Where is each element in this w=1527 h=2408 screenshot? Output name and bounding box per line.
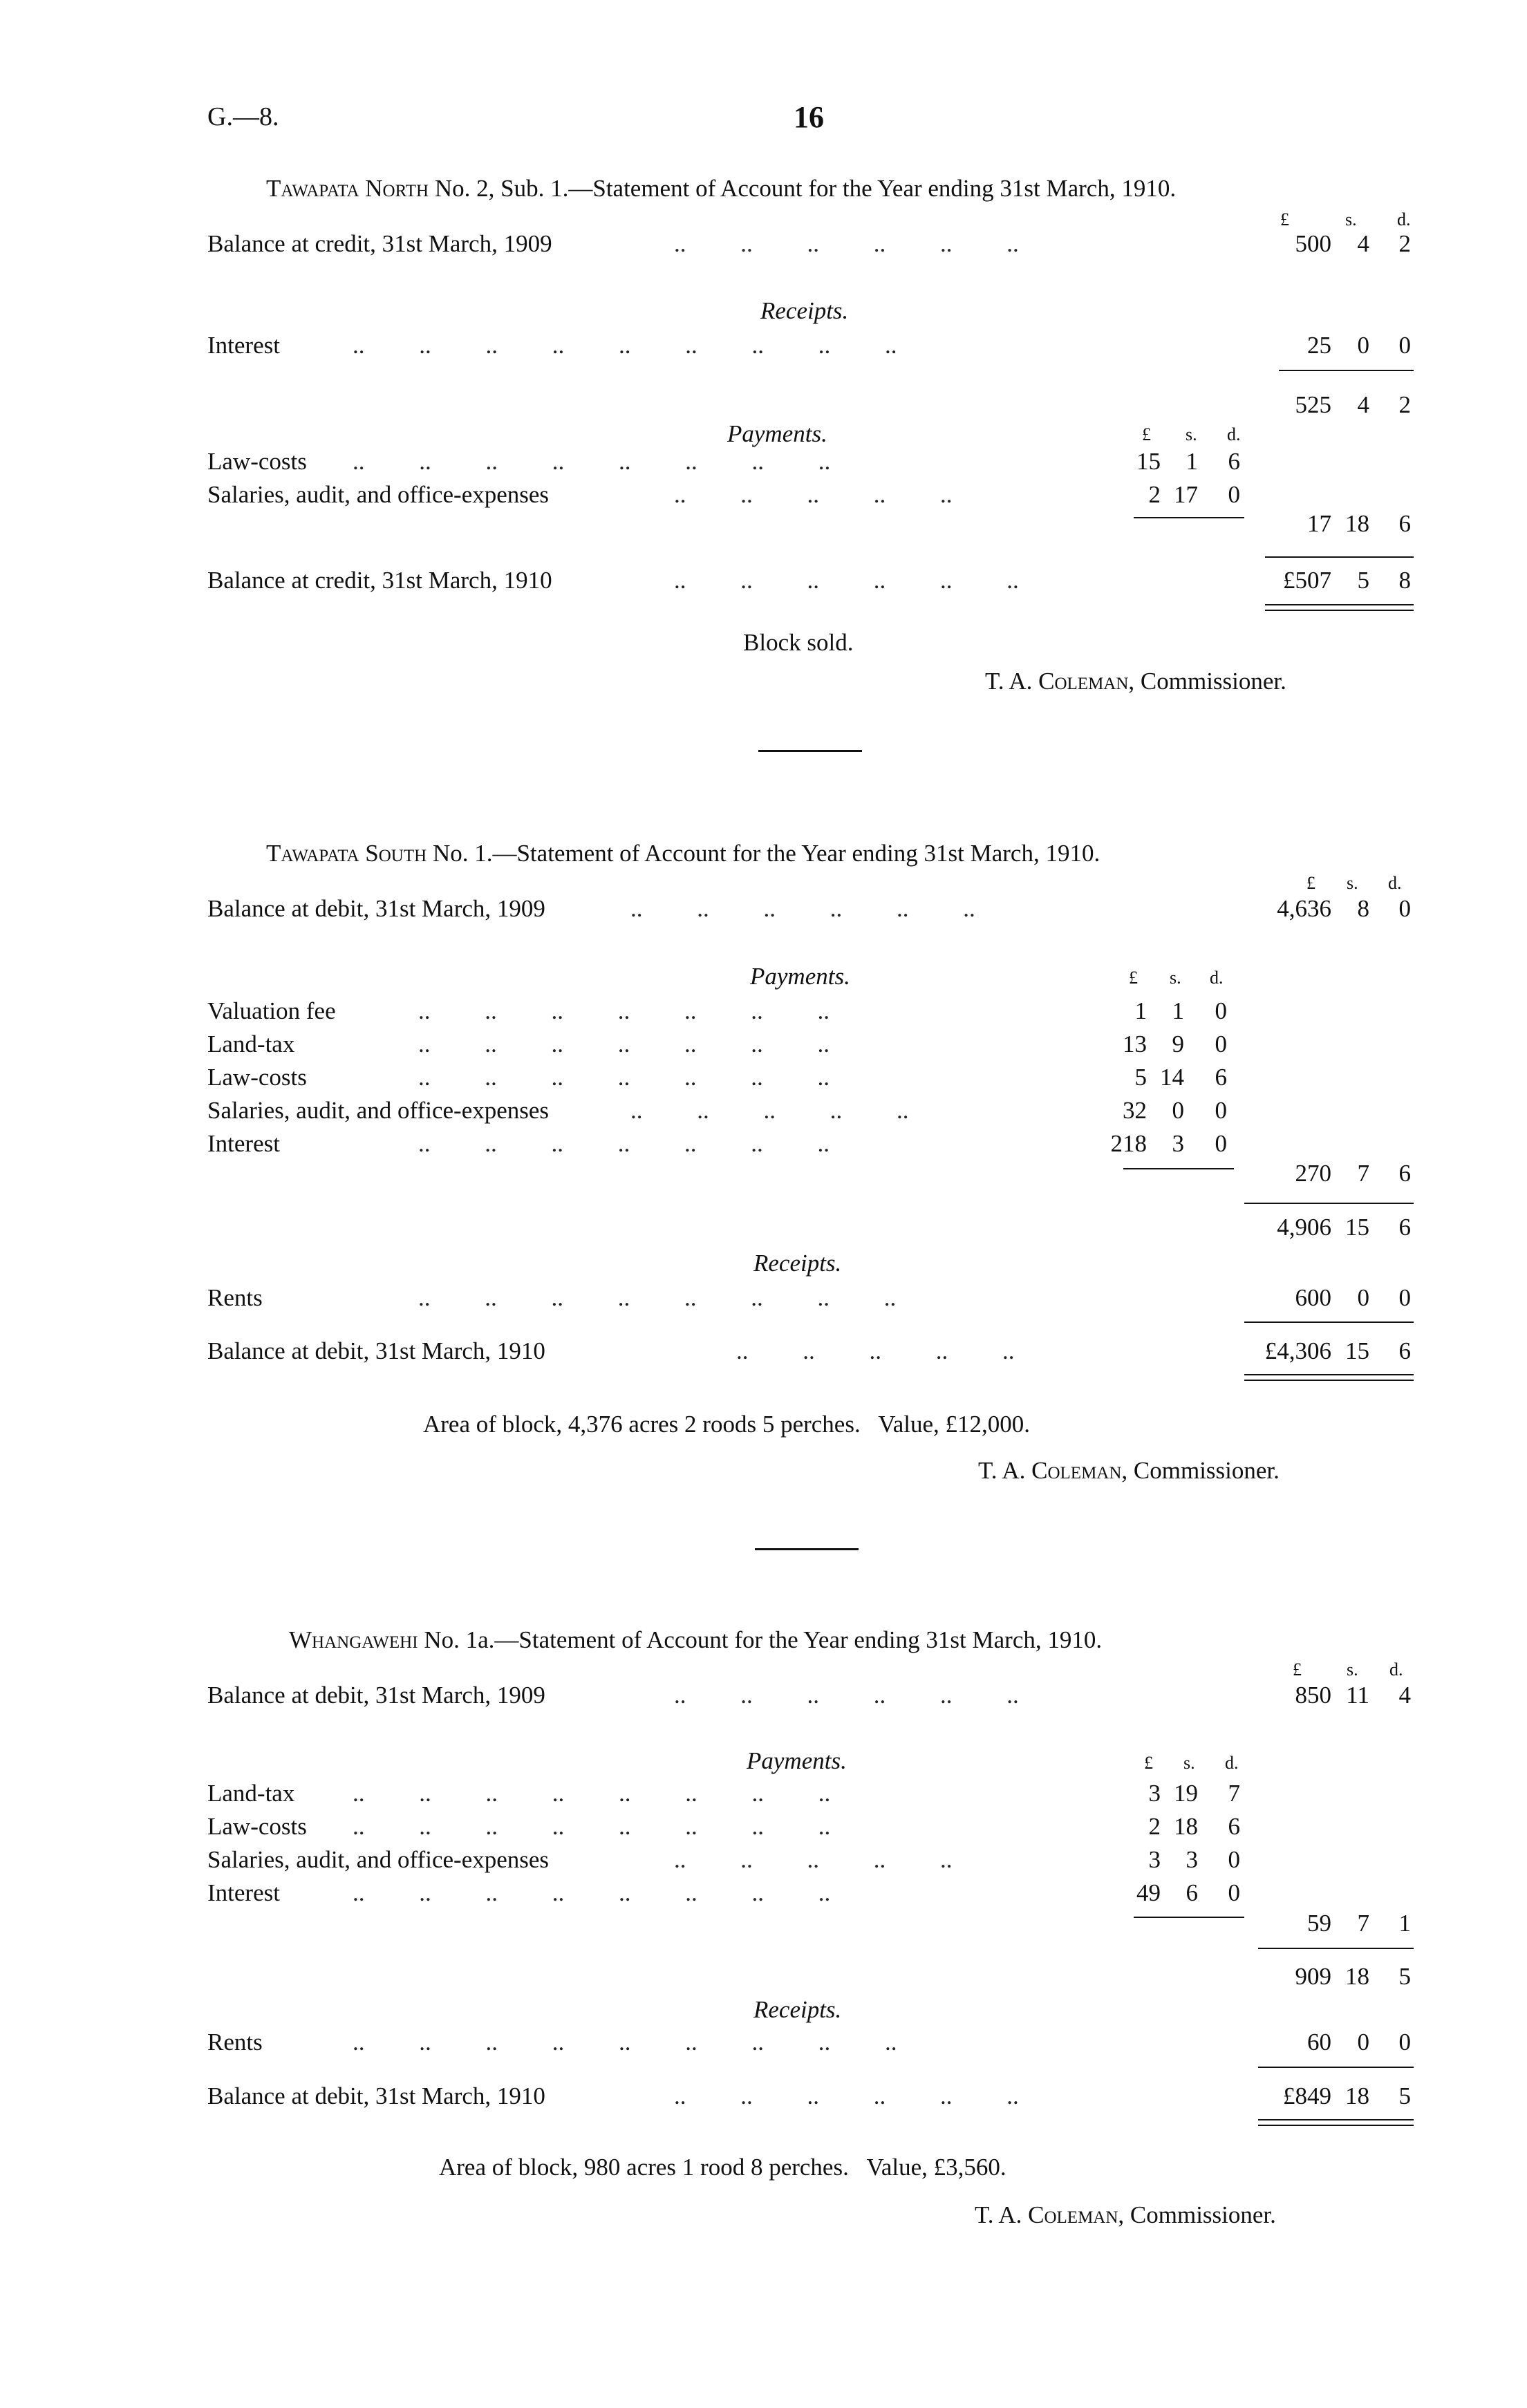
payments-total-pounds: 17: [1307, 510, 1331, 537]
double-rule: [1244, 1374, 1414, 1381]
unit-shilling: s.: [1345, 209, 1357, 229]
payment-label: Salaries, audit, and office-expenses: [207, 1846, 550, 1873]
double-rule: [1258, 2119, 1414, 2126]
payment-pence: 0: [1228, 481, 1240, 508]
payment-label: Law-costs: [207, 448, 307, 475]
payment-label: Land-tax: [207, 1031, 295, 1057]
title-text: No. 1.—Statement of Account for the Year ending 31st March, 1910.: [432, 840, 1100, 867]
block-note: Block sold.: [743, 629, 854, 656]
payment-label: Salaries, audit, and office-expenses: [207, 1097, 550, 1124]
signatory-name: T. A. Coleman: [978, 1457, 1122, 1484]
payment-label: Salaries, audit, and office-expenses: [207, 481, 550, 508]
block-note: Area of block, 980 acres 1 rood 8 perches. Value, £3,560.: [439, 2154, 1006, 2181]
payment-pounds: 1: [1134, 997, 1147, 1024]
payment-label: Law-costs: [207, 1813, 307, 1840]
closing-pounds: £4,306: [1264, 1337, 1331, 1364]
receipt-shillings: 0: [1357, 332, 1369, 359]
subtotal-pence: 2: [1398, 391, 1411, 418]
receipt-label: Rents: [207, 2029, 263, 2056]
title-text: No. 1a.—Statement of Account for the Year ending 31st March, 1910.: [424, 1626, 1103, 1653]
closing-balance-label: Balance at credit, 31st March, 1910: [207, 567, 552, 594]
payment-pence: 0: [1215, 1097, 1227, 1124]
subtotal-pence: 5: [1398, 1963, 1411, 1990]
closing-pence: 6: [1398, 1337, 1411, 1364]
unit-pound: £: [1142, 424, 1151, 444]
block-name: Whangawehi: [289, 1626, 418, 1653]
subtotal-pounds: 525: [1295, 391, 1331, 418]
unit-shilling: s.: [1170, 968, 1181, 988]
payment-shillings: 3: [1186, 1846, 1198, 1873]
payment-pence: 0: [1215, 997, 1227, 1024]
rule: [1279, 370, 1414, 371]
unit-pence: d.: [1397, 209, 1411, 229]
opening-pounds: 4,636: [1277, 895, 1331, 922]
signatory-name: T. A. Coleman: [975, 2201, 1118, 2228]
opening-balance-label: Balance at debit, 31st March, 1909: [207, 895, 545, 922]
leader-dots: .. .. .. .. .. ..: [674, 567, 1019, 594]
section-title: [266, 841, 1100, 865]
payment-pounds: 218: [1110, 1130, 1147, 1157]
subtotal-pounds: 4,906: [1277, 1214, 1331, 1241]
block-name: Tawapata South: [266, 840, 427, 867]
payment-shillings: 0: [1172, 1097, 1184, 1124]
signatory-title: , Commissioner.: [1121, 1457, 1280, 1484]
receipts-heading: Receipts.: [760, 297, 849, 324]
payment-shillings: 14: [1160, 1064, 1184, 1091]
payments-total-pence: 6: [1398, 510, 1411, 537]
leader-dots: .. .. .. .. .. .. ..: [418, 1064, 830, 1091]
signature: [978, 1458, 1280, 1483]
closing-pence: 5: [1398, 2082, 1411, 2109]
payments-total-shillings: 7: [1357, 1910, 1369, 1937]
leader-dots: .. .. .. .. .. ..: [674, 230, 1019, 257]
unit-pound: £: [1144, 1753, 1153, 1773]
payments-total-shillings: 7: [1357, 1160, 1369, 1187]
leader-dots: .. .. .. .. .. .. ..: [418, 1031, 830, 1057]
rule: [1123, 1168, 1234, 1169]
payment-pounds: 3: [1148, 1780, 1161, 1807]
subtotal-shillings: 4: [1357, 391, 1369, 418]
payment-label: Law-costs: [207, 1064, 307, 1091]
payment-pence: 6: [1215, 1064, 1227, 1091]
leader-dots: .. .. .. .. ..: [736, 1337, 1015, 1364]
payment-label: Interest: [207, 1879, 280, 1906]
payment-pence: 0: [1228, 1846, 1240, 1873]
leader-dots: .. .. .. .. .. .. .. ..: [353, 1813, 831, 1840]
rule: [1134, 517, 1244, 518]
receipt-pounds: 600: [1295, 1284, 1331, 1311]
opening-shillings: 4: [1357, 230, 1369, 257]
payment-shillings: 6: [1186, 1879, 1198, 1906]
payment-pounds: 5: [1134, 1064, 1147, 1091]
receipt-pence: 0: [1398, 1284, 1411, 1311]
unit-pound: £: [1280, 209, 1289, 229]
payment-pounds: 32: [1123, 1097, 1147, 1124]
rule: [1244, 1203, 1414, 1204]
signatory-title: , Commissioner.: [1118, 2201, 1276, 2228]
payments-total-pence: 1: [1398, 1910, 1411, 1937]
payment-pounds: 3: [1148, 1846, 1161, 1873]
receipt-pounds: 25: [1307, 332, 1331, 359]
closing-pence: 8: [1398, 567, 1411, 594]
section-title: [289, 1628, 1102, 1652]
unit-pence: d.: [1388, 873, 1402, 893]
rule: [1258, 1948, 1414, 1949]
payment-pounds: 2: [1148, 1813, 1161, 1840]
payments-total-pounds: 59: [1307, 1910, 1331, 1937]
rule: [1244, 1321, 1414, 1323]
payment-shillings: 19: [1174, 1780, 1198, 1807]
payments-heading: Payments.: [727, 420, 827, 447]
receipts-heading: Receipts.: [753, 1250, 842, 1277]
opening-shillings: 11: [1346, 1682, 1369, 1709]
payment-pence: 6: [1228, 1813, 1240, 1840]
leader-dots: .. .. .. .. .. .. ..: [418, 1130, 830, 1157]
leader-dots: .. .. .. .. .. .. .. ..: [353, 448, 831, 475]
signatory-title: , Commissioner.: [1128, 668, 1286, 695]
block-note: Area of block, 4,376 acres 2 roods 5 perches. Value, £12,000.: [423, 1411, 1031, 1438]
section-title: [266, 176, 1176, 200]
opening-pence: 4: [1398, 1682, 1411, 1709]
unit-pound: £: [1129, 968, 1138, 988]
payment-label: Interest: [207, 1130, 280, 1157]
leader-dots: .. .. .. .. .. ..: [674, 2082, 1019, 2109]
signature: [975, 2203, 1276, 2227]
leader-dots: .. .. .. .. .. .. .. ..: [353, 1879, 831, 1906]
unit-pence: d.: [1227, 424, 1241, 444]
opening-pounds: 850: [1295, 1682, 1331, 1709]
rule: [1134, 1917, 1244, 1918]
closing-pounds: £849: [1283, 2082, 1331, 2109]
closing-shillings: 5: [1357, 567, 1369, 594]
unit-pound: £: [1306, 873, 1315, 893]
payment-pounds: 2: [1148, 481, 1161, 508]
subtotal-pounds: 909: [1295, 1963, 1331, 1990]
unit-pence: d.: [1389, 1659, 1403, 1680]
unit-shilling: s.: [1186, 424, 1197, 444]
rule: [1258, 2067, 1414, 2068]
payment-shillings: 3: [1172, 1130, 1184, 1157]
unit-pence: d.: [1210, 968, 1224, 988]
payment-pence: 0: [1228, 1879, 1240, 1906]
document-reference: G.—8.: [207, 102, 279, 131]
leader-dots: .. .. .. .. .. .. .. ..: [353, 1780, 831, 1807]
receipt-label: Interest: [207, 332, 280, 359]
closing-pounds: £507: [1283, 567, 1331, 594]
rule: [1265, 556, 1414, 558]
subtotal-shillings: 18: [1345, 1963, 1369, 1990]
receipt-label: Rents: [207, 1284, 263, 1311]
payments-heading: Payments.: [747, 1747, 847, 1774]
payment-pounds: 13: [1123, 1031, 1147, 1057]
closing-balance-label: Balance at debit, 31st March, 1910: [207, 1337, 545, 1364]
unit-pound: £: [1293, 1659, 1302, 1680]
receipt-shillings: 0: [1357, 1284, 1369, 1311]
opening-pounds: 500: [1295, 230, 1331, 257]
payment-pounds: 15: [1136, 448, 1161, 475]
double-rule: [1265, 604, 1414, 611]
unit-shilling: s.: [1347, 1659, 1358, 1680]
payments-heading: Payments.: [750, 963, 850, 990]
unit-shilling: s.: [1183, 1753, 1195, 1773]
payment-pounds: 49: [1136, 1879, 1161, 1906]
page-number: 16: [794, 100, 824, 134]
section-divider: [758, 750, 862, 752]
payments-total-pence: 6: [1398, 1160, 1411, 1187]
receipt-pence: 0: [1398, 332, 1411, 359]
payments-total-pounds: 270: [1295, 1160, 1331, 1187]
subtotal-shillings: 15: [1345, 1214, 1369, 1241]
opening-pence: 2: [1398, 230, 1411, 257]
title-text: No. 2, Sub. 1.—Statement of Account for the Year ending 31st March, 1910.: [434, 175, 1177, 202]
opening-shillings: 8: [1357, 895, 1369, 922]
closing-shillings: 15: [1345, 1337, 1369, 1364]
leader-dots: .. .. .. .. .. ..: [674, 1682, 1019, 1709]
receipt-shillings: 0: [1357, 2029, 1369, 2056]
subtotal-pence: 6: [1398, 1214, 1411, 1241]
payment-pence: 0: [1215, 1130, 1227, 1157]
receipt-pence: 0: [1398, 2029, 1411, 2056]
opening-pence: 0: [1398, 895, 1411, 922]
block-name: Tawapata North: [266, 175, 429, 202]
signature: [985, 669, 1286, 693]
payment-label: Land-tax: [207, 1780, 295, 1807]
opening-balance-label: Balance at credit, 31st March, 1909: [207, 230, 552, 257]
closing-balance-label: Balance at debit, 31st March, 1910: [207, 2082, 545, 2109]
payment-shillings: 17: [1174, 481, 1198, 508]
unit-pence: d.: [1225, 1753, 1239, 1773]
unit-shilling: s.: [1347, 873, 1358, 893]
leader-dots: .. .. .. .. ..: [674, 481, 953, 508]
leader-dots: .. .. .. .. .. .. .. ..: [418, 1284, 897, 1311]
payment-label: Valuation fee: [207, 997, 336, 1024]
section-divider: [755, 1548, 859, 1550]
leader-dots: .. .. .. .. ..: [630, 1097, 909, 1124]
leader-dots: .. .. .. .. .. ..: [630, 895, 975, 922]
leader-dots: .. .. .. .. ..: [674, 1846, 953, 1873]
payment-pence: 6: [1228, 448, 1240, 475]
leader-dots: .. .. .. .. .. .. .. .. ..: [353, 332, 897, 359]
payment-shillings: 9: [1172, 1031, 1184, 1057]
payment-pence: 0: [1215, 1031, 1227, 1057]
payment-pence: 7: [1228, 1780, 1240, 1807]
leader-dots: .. .. .. .. .. .. ..: [418, 997, 830, 1024]
leader-dots: .. .. .. .. .. .. .. .. ..: [353, 2029, 897, 2056]
receipts-heading: Receipts.: [753, 1996, 842, 2023]
payment-shillings: 18: [1174, 1813, 1198, 1840]
payments-total-shillings: 18: [1345, 510, 1369, 537]
payment-shillings: 1: [1186, 448, 1198, 475]
closing-shillings: 18: [1345, 2082, 1369, 2109]
payment-shillings: 1: [1172, 997, 1184, 1024]
signatory-name: T. A. Coleman: [985, 668, 1129, 695]
receipt-pounds: 60: [1307, 2029, 1331, 2056]
opening-balance-label: Balance at debit, 31st March, 1909: [207, 1682, 545, 1709]
